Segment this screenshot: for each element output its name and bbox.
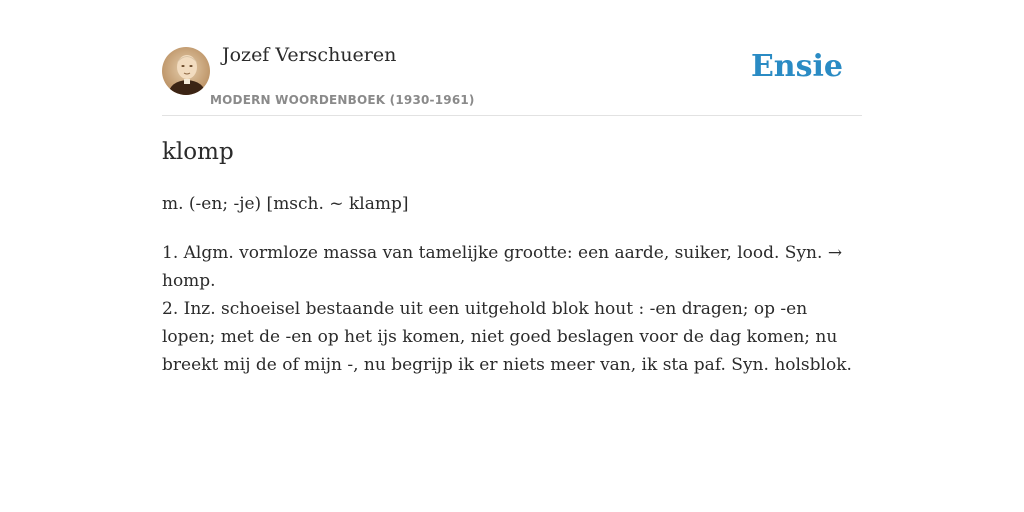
definition-line: lopen; met de -en op het ijs komen, niet goed beslagen voor de dag komen; nu xyxy=(162,327,838,347)
definition-line: 2. Inz. schoeisel bestaande uit een uitgehold blok hout : -en dragen; op -en xyxy=(162,299,808,319)
definition-line: homp. xyxy=(162,271,216,291)
entry-grammar: m. (-en; -je) [msch. ~ klamp] xyxy=(162,194,409,214)
source-label[interactable]: MODERN WOORDENBOEK (1930-1961) xyxy=(210,93,475,107)
definition-line: breekt mij de of mijn -, nu begrijp ik er niets meer van, ik sta paf. Syn. holsblok. xyxy=(162,355,852,375)
author-portrait-icon xyxy=(162,47,210,95)
author-name[interactable]: Jozef Verschueren xyxy=(222,44,397,66)
entry-header xyxy=(162,0,862,116)
entry-title: klomp xyxy=(162,139,234,165)
ensie-logo-link[interactable]: Ensie xyxy=(750,49,843,84)
entry-definitions xyxy=(162,239,862,379)
author-avatar[interactable] xyxy=(162,47,210,95)
definition-line: 1. Algm. vormloze massa van tamelijke grootte: een aarde, suiker, lood. Syn. → xyxy=(162,243,843,263)
entry-container xyxy=(162,0,862,375)
